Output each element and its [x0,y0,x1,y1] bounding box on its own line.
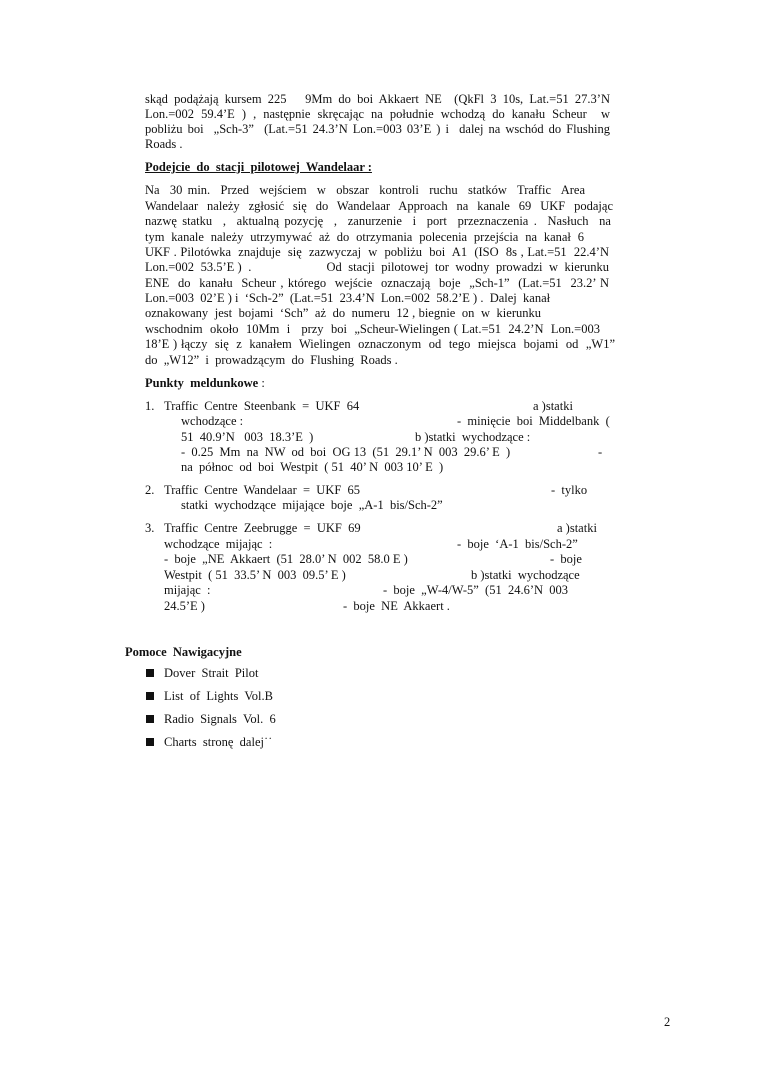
approach-line-3: nazwę statku , aktualną pozycję , zanurzenie i port przeznaczenia . Nasłuch na [145,214,611,228]
item3-coords-tail: 24.5’E ) [164,599,205,613]
item3-title: Traffic Centre Zeebrugge = UKF 69 [164,521,361,535]
intro-line-2: Lon.=002 59.4’E ) , następnie skręcając na południe wchodzą do kanału Scheur w [145,107,610,121]
item3-boje: - boje [550,552,582,566]
approach-line-1: Na 30 min. Przed wejściem w obszar kontroli ruchu statków Traffic Area [145,183,585,197]
navaids-heading: Pomoce Nawigacyjne [125,645,242,659]
item1-incoming-detail: - minięcie boi Middelbank ( [457,414,610,428]
approach-line-8: Lon.=003 02’E ) i ‘Sch-2” (Lat.=51 23.4’N Lon.=002 58.2’E ) . Dalej kanał [145,291,551,305]
item1-dash: - [598,445,603,459]
intro-line-4: Roads . [145,137,183,151]
approach-line-11: 18’E ) łączy się z kanałem Wielingen oznaczonym od tego miejsca bojami od „W1” [145,337,615,351]
item2-tail: - tylko [551,483,588,497]
item1-incoming-label: wchodzące : [181,414,244,428]
bullet-square-icon [146,692,154,700]
reporting-heading: Punkty meldunkowe [145,376,259,390]
reporting-heading-colon: : [258,376,265,390]
item3-outgoing-label: mijając : [164,583,211,597]
approach-heading: Podejcie do stacji pilotowej Wandelaar : [145,160,372,174]
item1-number: 1. [145,399,155,413]
navaid-item-1: Dover Strait Pilot [164,666,259,680]
item1-title: Traffic Centre Steenbank = UKF 64 [164,399,360,413]
item3-westpit: Westpit ( 51 33.5’ N 003 09.5’ E ) [164,568,346,582]
page-number: 2 [664,1015,671,1029]
approach-line-10: wschodnim około 10Mm i przy boi „Scheur-Wielingen ( Lat.=51 24.2’N Lon.=003 [145,322,600,336]
approach-line-6: Lon.=002 53.5’E ) . Od stacji pilotowej tor wodny prowadzi w kierunku [145,260,609,274]
navaid-item-3: Radio Signals Vol. 6 [164,712,276,726]
reporting-heading-row [145,376,265,392]
item1-coords: 51 40.9’N 003 18.3’E ) [181,430,314,444]
item1-b-label: b )statki wychodzące : [415,430,531,444]
item1-westpit: na północ od boi Westpit ( 51 40’ N 003 10’ E ) [181,460,444,474]
item3-a-label: a )statki [557,521,597,535]
bullet-square-icon [146,715,154,723]
item2-detail: statki wychodzące mijające boje „A-1 bis/Sch-2” [181,498,443,512]
approach-line-4: tym kanale należy utrzymywać aż do otrzymania polecenia przejścia na kanał 6 [145,230,584,244]
approach-line-7: ENE do kanału Scheur , którego wejście oznaczają boje „Sch-1” (Lat.=51 23.2’ N [145,276,609,290]
item3-outgoing-detail: - boje „W-4/W-5” (51 24.6’N 003 [383,583,569,597]
bullet-square-icon [146,669,154,677]
bullet-square-icon [146,738,154,746]
item3-incoming-label: wchodzące mijając : [164,537,273,551]
item3-b-label: b )statki wychodzące [471,568,580,582]
item1-a-label: a )statki [533,399,573,413]
intro-line-3: pobliżu boi „Sch-3” (Lat.=51 24.3’N Lon.=003 03’E ) i dalej na wschód do Flushing [145,122,610,136]
item3-akkaert: - boje „NE Akkaert (51 28.0’ N 002 58.0 E ) [164,552,408,566]
item3-incoming-detail: - boje ‘A-1 bis/Sch-2” [457,537,578,551]
navaid-item-4: Charts stronę dalej˙˙ [164,735,273,749]
item2-number: 2. [145,483,155,497]
item3-ne-akkaert: - boje NE Akkaert . [343,599,450,613]
approach-line-2: Wandelaar należy zgłosić się do Wandelaar Approach na kanale 69 UKF podając [145,199,613,213]
approach-line-12: do „W12” i prowadzącym do Flushing Roads . [145,353,398,367]
intro-line-1: skąd podążają kursem 225 9Mm do boi Akkaert NE (QkFl 3 10s, Lat.=51 27.3’N [145,92,610,106]
approach-line-5: UKF . Pilotówka znajduje się zazwyczaj w pobliżu boi A1 (ISO 8s , Lat.=51 22.4’N [145,245,609,259]
approach-line-9: oznakowany jest bojami ‘Sch” aż do numeru 12 , biegnie on w kierunku [145,306,541,320]
item3-number: 3. [145,521,155,535]
item1-outgoing-detail: - 0.25 Mm na NW od boi OG 13 (51 29.1’ N 003 29.6’ E ) [181,445,511,459]
item2-title: Traffic Centre Wandelaar = UKF 65 [164,483,361,497]
navaid-item-2: List of Lights Vol.B [164,689,273,703]
